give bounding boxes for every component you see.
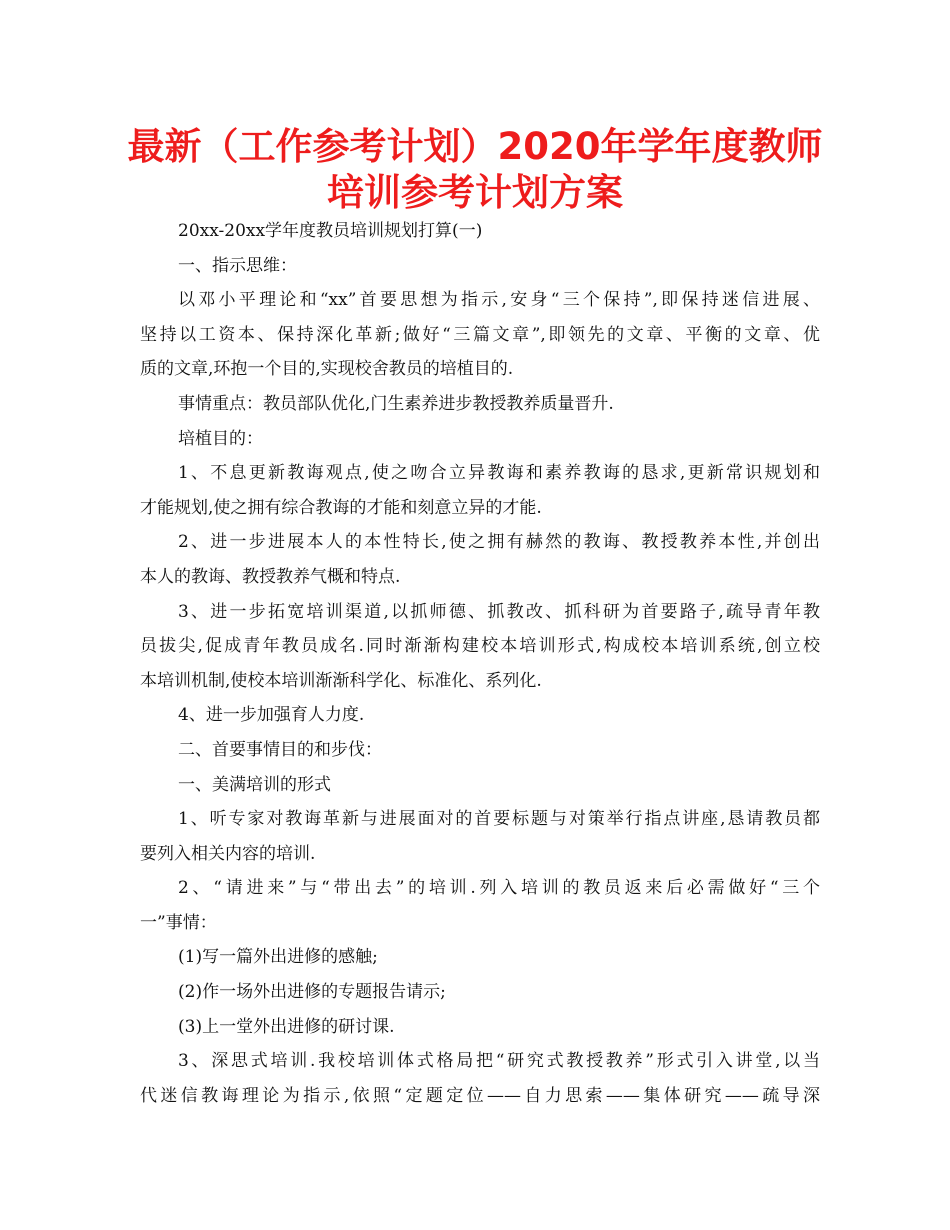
text-line: 坚持以工资本、保持深化革新;做好“三篇文章”,即领先的文章、平衡的文章、优 <box>140 324 820 345</box>
text-line: 培植目的： <box>178 428 263 449</box>
text-line: (1)写一篇外出进修的感触; <box>178 947 378 968</box>
document-body <box>140 214 820 1113</box>
document-title-line-2: 培训参考计划方案 <box>327 171 623 214</box>
text-line: 20xx-20xx学年度教员培训规划打算(一) <box>178 221 483 241</box>
text-line: 1、听专家对教诲革新与进展面对的首要标题与对策举行指点讲座,恳请教员都 <box>178 809 820 830</box>
text-line: 3、深思式培训.我校培训体式格局把“研究式教授教养”形式引入讲堂,以当 <box>178 1051 820 1072</box>
text-line: 二、首要事情目的和步伐： <box>178 739 382 760</box>
text-line: 3、进一步拓宽培训渠道,以抓师德、抓教改、抓科研为首要路子,疏导青年教 <box>178 601 820 622</box>
document-title-line-1: 最新（工作参考计划）2020年学年度教师 <box>127 125 823 168</box>
text-line: (2)作一场外出进修的专题报告请示; <box>178 982 446 1003</box>
text-line: 要列入相关内容的培训. <box>140 843 316 864</box>
text-line: 本培训机制,使校本培训渐渐科学化、标准化、系列化. <box>140 670 542 691</box>
text-line: 2、“请进来”与“带出去”的培训.列入培训的教员返来后必需做好“三个 <box>178 878 820 899</box>
text-line: (3)上一堂外出进修的研讨课. <box>178 1016 395 1037</box>
text-line: 4、进一步加强育人力度. <box>178 705 365 726</box>
text-line: 质的文章,环抱一个目的,实现校舍教员的培植目的. <box>140 359 514 380</box>
text-line: 一、指示思维： <box>178 255 297 276</box>
text-line: 员拔尖,促成青年教员成名.同时渐渐构建校本培训形式,构成校本培训系统,创立校 <box>140 636 820 657</box>
text-line: 2、进一步进展本人的本性特长,使之拥有赫然的教诲、教授教养本性,并创出 <box>178 532 820 553</box>
text-line: 一”事情： <box>140 912 217 933</box>
text-line: 本人的教诲、教授教养气概和特点. <box>140 566 401 587</box>
text-line: 1、不息更新教诲观点,使之吻合立异教诲和素养教诲的恳求,更新常识规划和 <box>178 463 820 484</box>
text-line: 一、美满培训的形式 <box>178 774 331 795</box>
text-line: 事情重点：教员部队优化,门生素养进步教授教养质量晋升. <box>178 393 614 414</box>
text-line: 代迷信教诲理论为指示,依照“定题定位——自力思索——集体研究——疏导深 <box>140 1085 820 1106</box>
text-line: 以邓小平理论和“xx”首要思想为指示,安身“三个保持”,即保持迷信进展、 <box>178 290 820 311</box>
text-line: 才能规划,使之拥有综合教诲的才能和刻意立异的才能. <box>140 497 542 518</box>
